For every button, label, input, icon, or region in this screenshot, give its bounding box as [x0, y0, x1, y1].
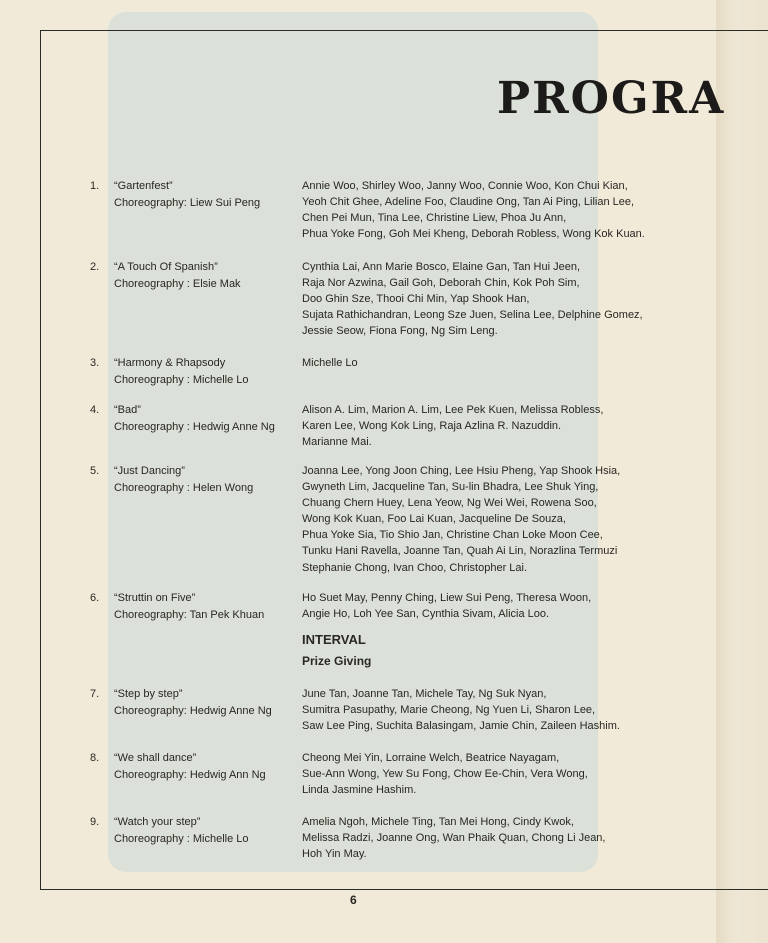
item-number: 9. — [90, 816, 100, 828]
item-number: 3. — [90, 357, 100, 369]
item-title: “A Touch Of Spanish” — [114, 261, 218, 273]
item-dancers: Cheong Mei Yin, Lorraine Welch, Beatrice Nayagam, Sue-Ann Wong, Yew Su Fong, Chow Ee-Chin, Vera Wong, Linda Jasmine Hashim. — [302, 752, 588, 797]
item-number: 8. — [90, 752, 100, 764]
item-dancers: Cynthia Lai, Ann Marie Bosco, Elaine Gan, Tan Hui Jeen, Raja Nor Azwina, Gail Goh, Deborah Chin, Kok Poh Sim, Doo Ghin Sze, Thooi Chi Min, Yap Shook Han, Sujata Rathichandran, Leong Sze Juen, Selina Lee, Delphine Gomez, Jessie Seow, Fiona Fong, Ng Sim Leng. — [302, 261, 643, 338]
item-choreographer: Choreography : Michelle Lo — [114, 833, 249, 845]
item-number: 1. — [90, 180, 100, 192]
item-dancers: Annie Woo, Shirley Woo, Janny Woo, Connie Woo, Kon Chui Kian, Yeoh Chit Ghee, Adeline Foo, Claudine Ong, Tan Ai Ping, Lilian Lee, Chen Pei Mun, Tina Lee, Christine Liew, Phoa Ju Ann, Phua Yoke Fong, Goh Mei Kheng, Deborah Robless, Wong Kok Kuan. — [302, 180, 645, 241]
item-dancers: Ho Suet May, Penny Ching, Liew Sui Peng, Theresa Woon, Angie Ho, Loh Yee San, Cynthia Sivam, Alicia Loo. — [302, 592, 592, 621]
item-dancers: Amelia Ngoh, Michele Ting, Tan Mei Hong, Cindy Kwok, Melissa Radzi, Joanne Ong, Wan Phaik Quan, Chong Li Jean, Hoh Yin May. — [302, 816, 606, 861]
item-title: “Struttin on Five” — [114, 592, 196, 604]
item-choreographer: Choreography: Tan Pek Khuan — [114, 609, 265, 621]
item-number: 4. — [90, 404, 100, 416]
item-dancers: June Tan, Joanne Tan, Michele Tay, Ng Suk Nyan, Sumitra Pasupathy, Marie Cheong, Ng Yuen Li, Sharon Lee, Saw Lee Ping, Suchita Balasingam, Jamie Chin, Zaileen Hashim. — [302, 688, 620, 733]
item-choreographer: Choreography: Liew Sui Peng — [114, 197, 261, 209]
item-choreographer: Choreography: Hedwig Anne Ng — [114, 705, 272, 717]
item-choreographer: Choreography : Helen Wong — [114, 482, 254, 494]
item-title: “We shall dance” — [114, 752, 197, 764]
item-dancers: Michelle Lo — [302, 357, 358, 369]
interval-heading: INTERVAL — [302, 632, 366, 647]
item-number: 2. — [90, 261, 100, 273]
item-choreographer: Choreography : Hedwig Anne Ng — [114, 421, 275, 433]
page-number: 6 — [350, 893, 357, 907]
item-title: “Bad” — [114, 404, 141, 416]
prize-giving-heading: Prize Giving — [302, 654, 372, 668]
item-choreographer: Choreography: Hedwig Ann Ng — [114, 769, 266, 781]
item-number: 7. — [90, 688, 100, 700]
item-title: “Just Dancing” — [114, 465, 185, 477]
item-choreographer: Choreography : Elsie Mak — [114, 278, 241, 290]
item-dancers: Joanna Lee, Yong Joon Ching, Lee Hsiu Pheng, Yap Shook Hsia, Gwyneth Lim, Jacqueline Tan, Su-lin Bhadra, Lee Shuk Ying, Chuang Chern Huey, Lena Yeow, Ng Wei Wei, Rowena Soo, Wong Kok Kuan, Foo Lai Kuan, Jacqueline De Souza, Phua Yoke Sia, Tio Shio Jan, Christine Chan Loke Moon Cee, Tunku Hani Ravella, Joanne Tan, Quah Ai Lin, Norazlina Termuzi Stephanie Chong, Ivan Choo, Christopher Lai. — [302, 465, 621, 574]
item-number: 6. — [90, 592, 100, 604]
page-title: PROGRA — [497, 73, 726, 124]
item-choreographer: Choreography : Michelle Lo — [114, 374, 249, 386]
item-dancers: Alison A. Lim, Marion A. Lim, Lee Pek Kuen, Melissa Robless, Karen Lee, Wong Kok Ling, Raja Azlina R. Nazuddin. Marianne Mai. — [302, 404, 604, 449]
item-title: “Harmony & Rhapsody — [114, 357, 226, 369]
item-number: 5. — [90, 465, 100, 477]
item-title: “Gartenfest” — [114, 180, 173, 192]
item-title: “Step by step” — [114, 688, 183, 700]
item-title: “Watch your step” — [114, 816, 201, 828]
